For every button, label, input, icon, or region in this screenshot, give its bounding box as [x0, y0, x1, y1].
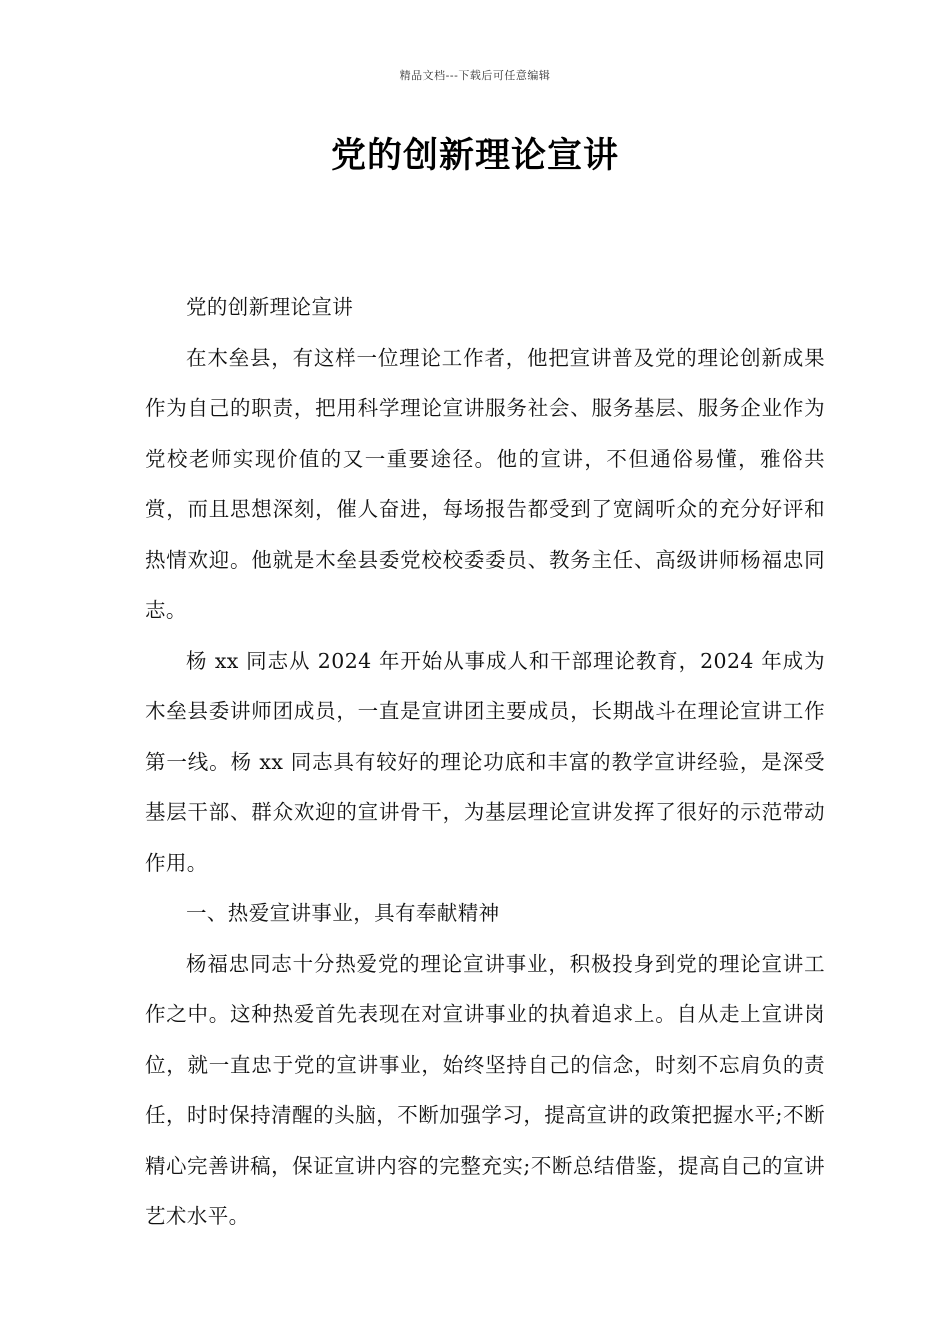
paragraph-introduction: 在木垒县，有这样一位理论工作者，他把宣讲普及党的理论创新成果作为自己的职责，把用科学理论宣讲服务社会、服务基层、服务企业作为党校老师实现价值的又一重要途径。他的宣讲，不但通俗易懂，雅俗共赏，而且思想深刻，催人奋进，每场报告都受到了宽阔听众的充分好评和热情欢迎。他就是木垒县委党校校委委员、教务主任、高级讲师杨福忠同志。: [145, 345, 825, 622]
header-note: 精品文档---下载后可任意编辑: [399, 69, 551, 82]
section-heading-1: 一、热爱宣讲事业，具有奉献精神: [186, 901, 500, 925]
paragraph-subtitle: 党的创新理论宣讲: [186, 295, 354, 319]
paragraph-dedication: 杨福忠同志十分热爱党的理论宣讲事业，积极投身到党的理论宣讲工作之中。这种热爱首先表现在对宣讲事业的执着追求上。自从走上宣讲岗位，就一直忠于党的宣讲事业，始终坚持自己的信念，时刻不忘肩负的责任，时时保持清醒的头脑，不断加强学习，提高宣讲的政策把握水平;不断精心完善讲稿，保证宣讲内容的完整充实;不断总结借鉴，提高自己的宣讲艺术水平。: [145, 951, 825, 1228]
document-body: [145, 282, 825, 1242]
paragraph-background: 杨 xx 同志从 2024 年开始从事成人和干部理论教育，2024 年成为木垒县委讲师团成员，一直是宣讲团主要成员，长期战斗在理论宣讲工作第一线。杨 xx 同志具有较好的理论功底和丰富的教学宣讲经验，是深受基层干部、群众欢迎的宣讲骨干，为基层理论宣讲发挥了很好的示范带动作用。: [145, 648, 825, 875]
document-title: 党的创新理论宣讲: [330, 135, 619, 176]
